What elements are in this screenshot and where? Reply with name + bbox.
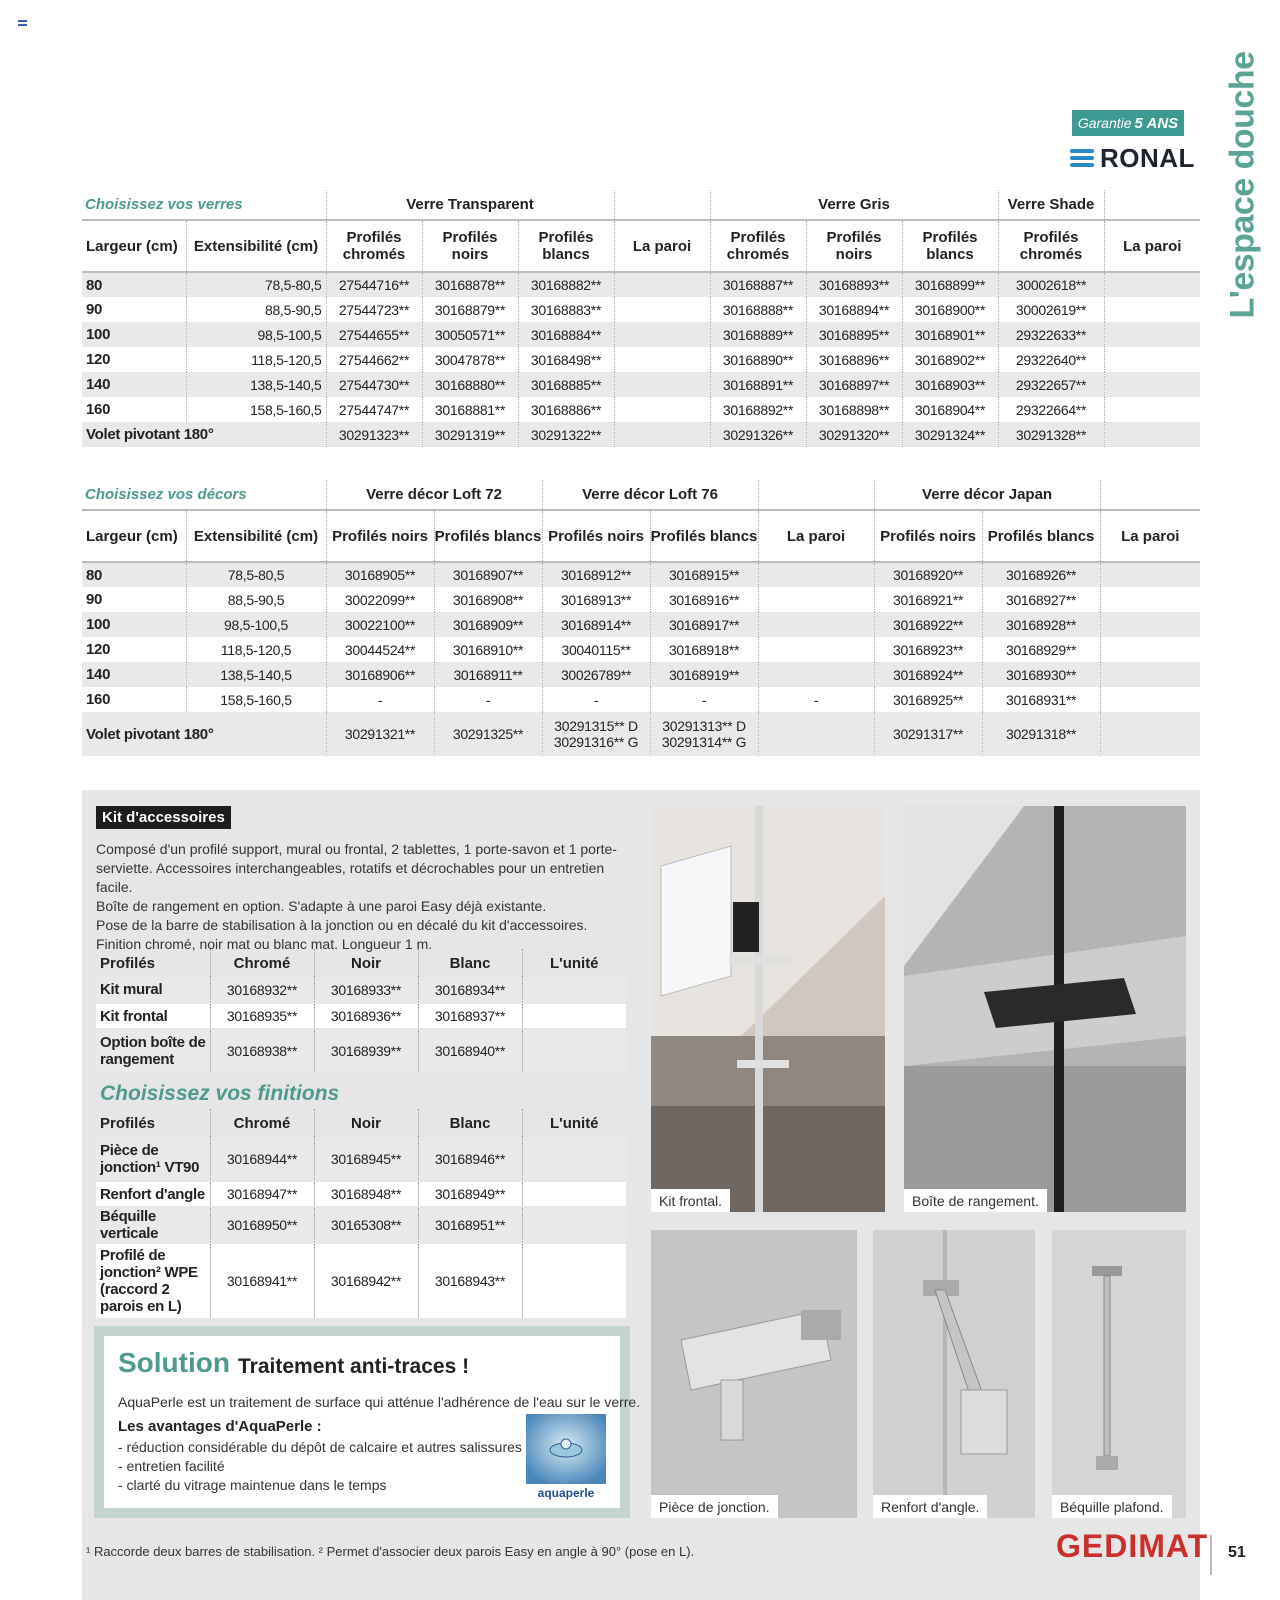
table-cell: 30168890** (710, 347, 806, 372)
table-cell (522, 1003, 626, 1029)
table-cell: Volet pivotant 180° (82, 712, 326, 756)
table-cell: 78,5-80,5 (186, 272, 326, 297)
table-cell: Option boîte de rangement (96, 1029, 210, 1073)
table-cell: 30168886** (518, 397, 614, 422)
table-cell: 30168906** (326, 662, 434, 687)
table-cell: 30168912** (542, 562, 650, 587)
table-cell (614, 272, 710, 297)
table-row (82, 637, 1200, 662)
table-cell: 30168881** (422, 397, 518, 422)
table-cell (1100, 712, 1200, 756)
table-cell (614, 422, 710, 447)
table-cell: Kit frontal (96, 1003, 210, 1029)
table-cell: 30168922** (874, 612, 982, 637)
table-cell: 30291315** D 30291316** G (542, 712, 650, 756)
table-cell: 30002619** (998, 297, 1104, 322)
table-cell: 30291326** (710, 422, 806, 447)
table-row (82, 272, 1200, 297)
table-cell: 30168932** (210, 977, 314, 1003)
table-cell (1104, 372, 1200, 397)
gedimat-logo: GEDIMAT (1056, 1528, 1209, 1564)
table-cell (614, 297, 710, 322)
table-cell: 30168882** (518, 272, 614, 297)
caption-bequille-plafond: Béquille plafond. (1052, 1495, 1172, 1518)
table-cell (1100, 637, 1200, 662)
table-cell: 158,5-160,5 (186, 687, 326, 712)
table-cell: 30168910** (434, 637, 542, 662)
table-cell (1104, 397, 1200, 422)
table-cell: 30168878** (422, 272, 518, 297)
table-row (82, 322, 1200, 347)
table-cell: 30168950** (210, 1207, 314, 1243)
table-cell: 30168904** (902, 397, 998, 422)
table-cell (758, 587, 874, 612)
table-cell: 30044524** (326, 637, 434, 662)
list-item: - entretien facilité (118, 1458, 225, 1474)
table-cell: 30026789** (542, 662, 650, 687)
table-row (96, 1003, 626, 1029)
finitions-header-row: Profilés Chromé Noir Blanc L'unité (96, 1109, 626, 1137)
aquaperle-logo: aquaperle (526, 1414, 606, 1500)
table-cell: 30168918** (650, 637, 758, 662)
table-cell: 30168926** (982, 562, 1100, 587)
table-row (82, 662, 1200, 687)
table-row (96, 1207, 626, 1243)
table-cell: 30168898** (806, 397, 902, 422)
table-cell: Kit mural (96, 977, 210, 1003)
table-cell: 30168901** (902, 322, 998, 347)
caption-renfort-angle: Renfort d'angle. (873, 1495, 987, 1518)
table-cell: 30168903** (902, 372, 998, 397)
table-cell: 118,5-120,5 (186, 347, 326, 372)
table-cell: 30168895** (806, 322, 902, 347)
table-cell: 30168943** (418, 1243, 522, 1319)
solution-word: Solution (118, 1347, 230, 1378)
caption-kit-frontal: Kit frontal. (651, 1189, 730, 1212)
table-cell: 30168920** (874, 562, 982, 587)
table-cell (614, 372, 710, 397)
table-cell: 30168894** (806, 297, 902, 322)
table-cell: 140 (82, 662, 186, 687)
table-cell: 30291318** (982, 712, 1100, 756)
photo-bequille-plafond (1052, 1230, 1186, 1518)
finitions-table (96, 1109, 626, 1320)
photo-boite-rangement (904, 806, 1186, 1212)
table-cell (758, 662, 874, 687)
table-row (82, 587, 1200, 612)
table-cell (522, 1137, 626, 1181)
table-cell: 30050571** (422, 322, 518, 347)
group-verre-transparent: Verre Transparent (326, 190, 614, 220)
table-cell: 30291317** (874, 712, 982, 756)
table-cell: 29322633** (998, 322, 1104, 347)
photo-renfort-angle (873, 1230, 1035, 1518)
table-cell: - (650, 687, 758, 712)
table-cell: 30168919** (650, 662, 758, 687)
table-cell: 30291313** D 30291314** G (650, 712, 758, 756)
table-cell: 30291320** (806, 422, 902, 447)
table-row (96, 1181, 626, 1207)
group-verre-gris: Verre Gris (710, 190, 998, 220)
table-row (96, 1137, 626, 1181)
table-cell (522, 1029, 626, 1073)
table-cell: 90 (82, 587, 186, 612)
table-cell: 30168909** (434, 612, 542, 637)
table-cell: 30168887** (710, 272, 806, 297)
table-cell: 30168948** (314, 1181, 418, 1207)
table-cell: 29322657** (998, 372, 1104, 397)
table-cell (1104, 297, 1200, 322)
table-cell: 138,5-140,5 (186, 372, 326, 397)
table-cell: 30291321** (326, 712, 434, 756)
ronal-logo: RONAL (1070, 142, 1195, 174)
table-cell: 30168946** (418, 1137, 522, 1181)
decors-header-row: Largeur (cm) Extensibilité (cm) Profilés noirs Profilés blancs Profilés noirs Profilés blancs La paroi Profilés noirs Profilés blancs La paroi (82, 510, 1200, 562)
table-cell (758, 612, 874, 637)
table-cell (522, 977, 626, 1003)
table-cell: 30168934** (418, 977, 522, 1003)
table-cell: 30168891** (710, 372, 806, 397)
table-cell (522, 1207, 626, 1243)
table-cell (1100, 687, 1200, 712)
table-cell: 30168937** (418, 1003, 522, 1029)
table-cell: 30168929** (982, 637, 1100, 662)
table-cell: - (758, 687, 874, 712)
table-cell: 30168941** (210, 1243, 314, 1319)
table-cell: 30168936** (314, 1003, 418, 1029)
decors-title: Choisissez vos décors (85, 486, 247, 503)
solution-advantages-list (118, 1438, 522, 1495)
table-cell: 30291322** (518, 422, 614, 447)
table-cell: 30165308** (314, 1207, 418, 1243)
table-row (96, 977, 626, 1003)
table-row (96, 1029, 626, 1073)
table-cell: 30168889** (710, 322, 806, 347)
table-cell (1100, 662, 1200, 687)
table-cell: 30168899** (902, 272, 998, 297)
table-cell: 30168905** (326, 562, 434, 587)
table-cell: Volet pivotant 180° (82, 422, 326, 447)
group-japan: Verre décor Japan (874, 480, 1100, 510)
table-cell: 30168928** (982, 612, 1100, 637)
table-row (82, 687, 1200, 712)
page-number: 51 (1228, 1544, 1246, 1561)
table-cell (614, 397, 710, 422)
verres-table (82, 190, 1200, 447)
table-cell: 120 (82, 637, 186, 662)
table-cell (1104, 422, 1200, 447)
table-row (82, 397, 1200, 422)
photo-piece-jonction (651, 1230, 857, 1518)
guarantee-badge: Garantie 5 ANS (1072, 110, 1184, 136)
table-cell (614, 322, 710, 347)
kit-badge: Kit d'accessoires (96, 806, 231, 829)
verres-title: Choisissez vos verres (85, 196, 243, 213)
table-cell: 30047878** (422, 347, 518, 372)
group-loft-76: Verre décor Loft 76 (542, 480, 758, 510)
side-title: L'espace douche (1223, 51, 1262, 319)
table-cell: 30168880** (422, 372, 518, 397)
list-item: - réduction considérable du dépôt de calcaire et autres salissures (118, 1439, 522, 1455)
table-cell: 30291328** (998, 422, 1104, 447)
table-cell (1100, 612, 1200, 637)
table-cell: 30168914** (542, 612, 650, 637)
table-cell: - (542, 687, 650, 712)
table-cell: 30022100** (326, 612, 434, 637)
table-cell: 30168924** (874, 662, 982, 687)
table-cell: 160 (82, 397, 186, 422)
table-cell: 80 (82, 272, 186, 297)
table-cell: 27544723** (326, 297, 422, 322)
decors-table (82, 480, 1200, 756)
solution-headline: Traitement anti-traces ! (238, 1355, 470, 1378)
table-cell: 27544730** (326, 372, 422, 397)
table-cell (1104, 322, 1200, 347)
table-cell: 98,5-100,5 (186, 612, 326, 637)
table-cell: 88,5-90,5 (186, 587, 326, 612)
table-cell: Profilé de jonction² WPE (raccord 2 parois en L) (96, 1243, 210, 1319)
table-cell (522, 1181, 626, 1207)
table-cell: 100 (82, 322, 186, 347)
solution-advantages-title: Les avantages d'AquaPerle : (118, 1418, 322, 1435)
table-cell: 27544716** (326, 272, 422, 297)
table-cell: 27544655** (326, 322, 422, 347)
table-cell: 27544662** (326, 347, 422, 372)
kit-description: Composé d'un profilé support, mural ou frontal, 2 tablettes, 1 porte-savon et 1 porte- serviette. Accessoires interchangeables, rotatifs et décrochables pour un entretien facile. Boîte de rangement en option. S'adapte à une paroi Easy déjà existante. Pose de la barre de stabilisation à la jonction ou en décalé du kit d'accessoires. Finition chromé, noir mat ou blanc mat. Longueur 1 m. (96, 841, 617, 952)
table-row (82, 712, 1200, 756)
table-cell (522, 1243, 626, 1319)
table-cell: 30040115** (542, 637, 650, 662)
table-cell (758, 712, 874, 756)
caption-boite-rangement: Boîte de rangement. (904, 1189, 1047, 1212)
photo-kit-frontal (651, 806, 885, 1212)
table-cell: 30168942** (314, 1243, 418, 1319)
table-cell (1100, 562, 1200, 587)
ronal-waves-icon (1070, 149, 1094, 167)
table-cell: 30168897** (806, 372, 902, 397)
table-cell: 120 (82, 347, 186, 372)
table-cell: 30168933** (314, 977, 418, 1003)
table-cell: 29322664** (998, 397, 1104, 422)
table-cell: 98,5-100,5 (186, 322, 326, 347)
table-cell: 30291325** (434, 712, 542, 756)
footnote: ¹ Raccorde deux barres de stabilisation. ² Permet d'associer deux parois Easy en angle à 90° (pose en L). (86, 1544, 695, 1559)
table-cell: 30168900** (902, 297, 998, 322)
table-cell: 30168931** (982, 687, 1100, 712)
table-cell: 30168879** (422, 297, 518, 322)
table-cell (1104, 347, 1200, 372)
table-cell (614, 347, 710, 372)
table-cell (758, 637, 874, 662)
table-row (82, 297, 1200, 322)
table-row (82, 347, 1200, 372)
table-cell: 30291323** (326, 422, 422, 447)
table-cell: 100 (82, 612, 186, 637)
table-cell: 30168883** (518, 297, 614, 322)
table-cell: 30168893** (806, 272, 902, 297)
table-cell: 30168907** (434, 562, 542, 587)
table-cell: 30168949** (418, 1181, 522, 1207)
table-cell: 140 (82, 372, 186, 397)
table-row (96, 1243, 626, 1319)
table-cell: 30168916** (650, 587, 758, 612)
table-cell: 30168892** (710, 397, 806, 422)
finitions-title: Choisissez vos finitions (100, 1082, 340, 1105)
menu-icon (18, 20, 27, 26)
table-cell: 158,5-160,5 (186, 397, 326, 422)
table-cell: 30291319** (422, 422, 518, 447)
group-loft-72: Verre décor Loft 72 (326, 480, 542, 510)
table-cell: 30168913** (542, 587, 650, 612)
group-verre-shade: Verre Shade (998, 190, 1104, 220)
table-cell: 30002618** (998, 272, 1104, 297)
table-row (82, 562, 1200, 587)
table-cell: - (434, 687, 542, 712)
table-cell: 30168951** (418, 1207, 522, 1243)
table-cell: 88,5-90,5 (186, 297, 326, 322)
list-item: - clarté du vitrage maintenue dans le temps (118, 1477, 387, 1493)
table-cell: 30168896** (806, 347, 902, 372)
table-cell: 29322640** (998, 347, 1104, 372)
table-cell: 30022099** (326, 587, 434, 612)
table-cell: 30168938** (210, 1029, 314, 1073)
table-cell: 30168939** (314, 1029, 418, 1073)
table-cell: 30168915** (650, 562, 758, 587)
table-cell: 30168884** (518, 322, 614, 347)
table-cell: 30168944** (210, 1137, 314, 1181)
table-cell: 30168930** (982, 662, 1100, 687)
table-cell: 30168911** (434, 662, 542, 687)
table-cell: 30168927** (982, 587, 1100, 612)
table-cell: 30168908** (434, 587, 542, 612)
table-cell: Béquille verticale (96, 1207, 210, 1243)
caption-piece-jonction: Pièce de jonction. (651, 1495, 778, 1518)
table-cell: 30168902** (902, 347, 998, 372)
table-cell: 90 (82, 297, 186, 322)
table-cell: 30168945** (314, 1137, 418, 1181)
kit-header-row: Profilés Chromé Noir Blanc L'unité (96, 949, 626, 977)
table-row (82, 372, 1200, 397)
table-cell: 30168885** (518, 372, 614, 397)
kit-table (96, 949, 626, 1074)
table-cell: 30168940** (418, 1029, 522, 1073)
table-cell: 30291324** (902, 422, 998, 447)
table-cell (1100, 587, 1200, 612)
table-cell: 30168917** (650, 612, 758, 637)
table-cell: 30168498** (518, 347, 614, 372)
table-cell: 30168888** (710, 297, 806, 322)
table-cell: Renfort d'angle (96, 1181, 210, 1207)
table-cell: 30168947** (210, 1181, 314, 1207)
table-cell: 30168921** (874, 587, 982, 612)
table-cell: 30168923** (874, 637, 982, 662)
table-cell: - (326, 687, 434, 712)
table-cell (758, 562, 874, 587)
table-cell: 160 (82, 687, 186, 712)
solution-text: AquaPerle est un traitement de surface qui atténue l'adhérence de l'eau sur le verre. (118, 1394, 641, 1410)
table-row (82, 422, 1200, 447)
table-cell: 78,5-80,5 (186, 562, 326, 587)
table-cell: 118,5-120,5 (186, 637, 326, 662)
table-cell: 138,5-140,5 (186, 662, 326, 687)
table-cell: 30168935** (210, 1003, 314, 1029)
verres-header-row: Largeur (cm) Extensibilité (cm) Profilés chromés Profilés noirs Profilés blancs La paroi Profilés chromés Profilés noirs Profilés blancs Profilés chromés La paroi (82, 220, 1200, 272)
table-cell: Pièce de jonction¹ VT90 (96, 1137, 210, 1181)
table-cell: 27544747** (326, 397, 422, 422)
table-cell: 30168925** (874, 687, 982, 712)
table-cell: 80 (82, 562, 186, 587)
table-row (82, 612, 1200, 637)
table-cell (1104, 272, 1200, 297)
